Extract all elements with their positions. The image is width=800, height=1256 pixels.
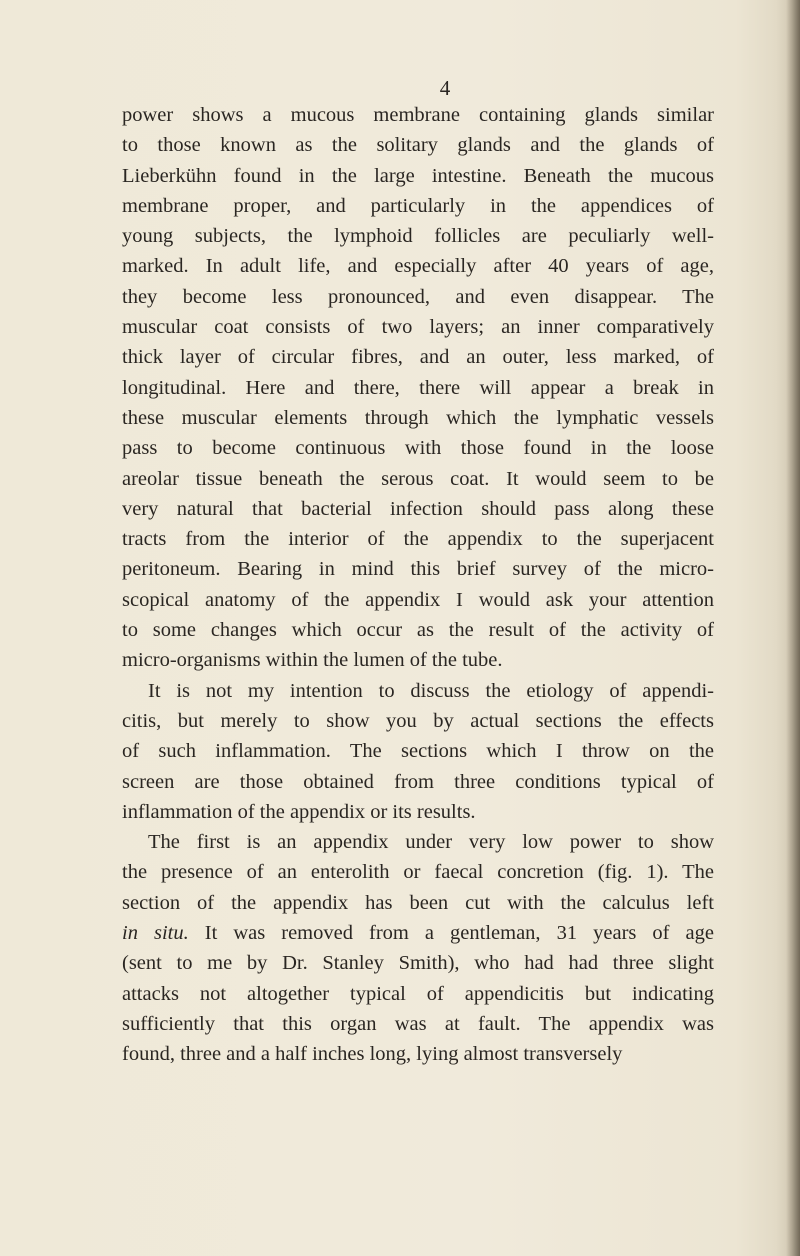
text-line: to those known as the solitary glands and the glands of	[122, 134, 714, 157]
binding-edge-shadow	[786, 0, 800, 1256]
text-line: section of the appendix has been cut with the calculus left	[122, 891, 714, 914]
body-text	[122, 100, 714, 1070]
text-line: the presence of an enterolith or faecal concretion (fig. 1). The	[122, 861, 714, 884]
text-line: muscular coat consists of two layers; an inner comparatively	[122, 316, 714, 339]
text-line: pass to become continuous with those found in the loose	[122, 437, 714, 460]
text-line: sufficiently that this organ was at fault. The appendix was	[122, 1012, 714, 1035]
text-line: citis, but merely to show you by actual sections the effects	[122, 709, 714, 732]
text-line: inflammation of the appendix or its results.	[122, 800, 476, 823]
italic-phrase: in situ.	[122, 922, 189, 945]
text-line: tracts from the interior of the appendix to the superjacent	[122, 528, 714, 551]
text-line: young subjects, the lymphoid follicles are peculiarly well-	[122, 225, 714, 248]
text-line	[122, 918, 714, 948]
text-line: longitudinal. Here and there, there will appear a break in	[122, 376, 714, 399]
text-line: of such inflammation. The sections which I throw on the	[122, 740, 714, 763]
text-line: (sent to me by Dr. Stanley Smith), who had had three slight	[122, 952, 714, 975]
text-line: these muscular elements through which the lymphatic vessels	[122, 406, 714, 429]
text-line: attacks not altogether typical of appendicitis but indicating	[122, 982, 714, 1005]
text-line: scopical anatomy of the appendix I would ask your attention	[122, 588, 714, 611]
text-line: thick layer of circular fibres, and an outer, less marked, of	[122, 346, 714, 369]
page-number: 4	[439, 76, 451, 100]
text-line: The first is an appendix under very low power to show	[148, 831, 714, 854]
text-line: very natural that bacterial infection should pass along these	[122, 497, 714, 520]
text-line: Lieberkühn found in the large intestine. Beneath the mucous	[122, 164, 714, 187]
text-line: micro-organisms within the lumen of the tube.	[122, 649, 503, 672]
text-line: It is not my intention to discuss the etiology of appendi-	[148, 679, 714, 702]
text-line: membrane proper, and particularly in the appendices of	[122, 194, 714, 217]
text-line: marked. In adult life, and especially after 40 years of age,	[122, 255, 714, 278]
text-line: found, three and a half inches long, lying almost transversely	[122, 1043, 623, 1066]
text-line: screen are those obtained from three conditions typical of	[122, 770, 714, 793]
text-line: to some changes which occur as the result of the activity of	[122, 619, 714, 642]
text-line: peritoneum. Bearing in mind this brief survey of the micro-	[122, 558, 714, 581]
text-line: areolar tissue beneath the serous coat. It would seem to be	[122, 467, 714, 490]
text-line: power shows a mucous membrane containing glands similar	[122, 104, 714, 126]
text-line-rest: It was removed from a gentleman, 31 years of age	[188, 922, 714, 945]
text-line: they become less pronounced, and even disappear. The	[122, 285, 714, 308]
